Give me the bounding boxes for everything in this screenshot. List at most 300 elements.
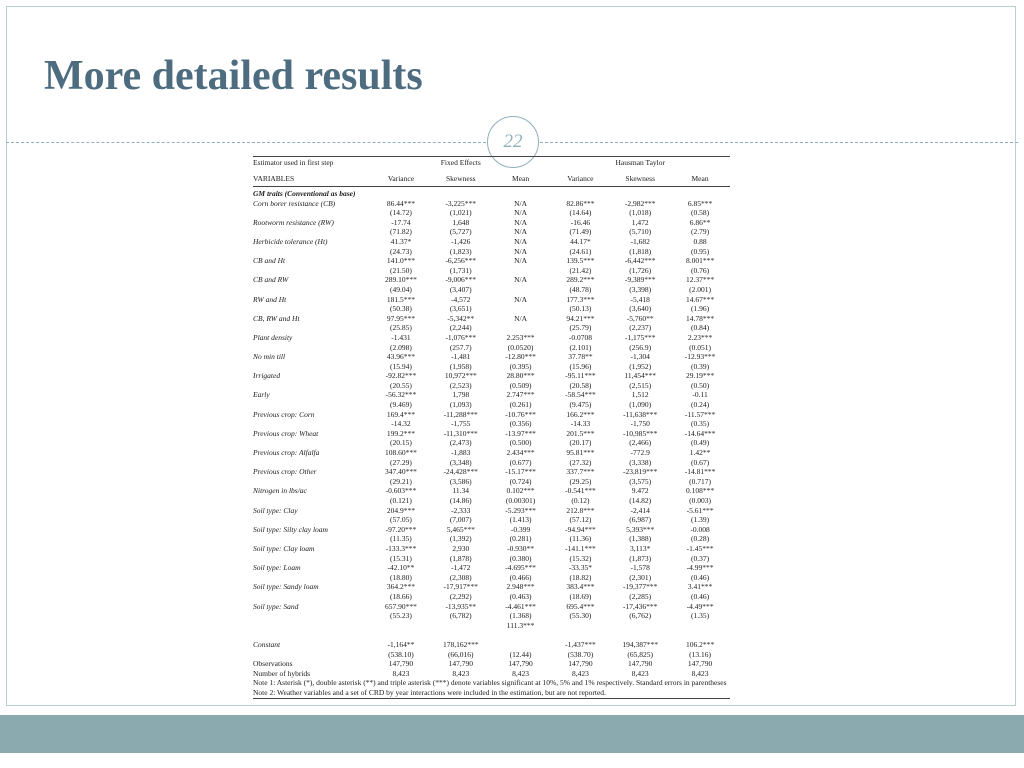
- table-cell: 2.23***: [687, 332, 713, 342]
- row-label: Soil type: Clay loam: [253, 543, 315, 553]
- table-cell: -2,982***: [624, 198, 656, 208]
- table-cell: 194,387***: [622, 639, 659, 649]
- table-cell: (2,473): [449, 438, 472, 448]
- table-cell: 11,454***: [624, 371, 657, 381]
- table-cell: (3,407): [449, 284, 472, 294]
- table-cell: -11,288***: [443, 409, 478, 419]
- table-cell: (7,007): [449, 515, 472, 525]
- table-row-se: [253, 227, 730, 237]
- section-header-row: [253, 187, 730, 199]
- table-cell: (3,640): [629, 304, 652, 314]
- table-cell: -14.33: [570, 419, 591, 429]
- footer-band: [0, 715, 1024, 753]
- table-cell: (0.0520): [507, 342, 534, 352]
- table-cell: 8,423: [452, 668, 470, 678]
- table-cell: -12.80***: [505, 352, 536, 362]
- table-row: [253, 467, 730, 477]
- slide-title: More detailed results: [44, 53, 423, 99]
- table-cell: (0.35): [691, 419, 710, 429]
- table-cell: -11,310***: [443, 428, 478, 438]
- row-label: Irrigated: [253, 371, 281, 381]
- table-row-se: [253, 343, 730, 353]
- table-cell: 166.2***: [566, 409, 595, 419]
- row-label: [253, 477, 371, 487]
- row-label: [253, 534, 371, 544]
- table-cell: 86.44***: [386, 198, 415, 208]
- table-cell: -10,985***: [623, 428, 658, 438]
- observations-row: [253, 659, 730, 669]
- table-cell: (5,710): [629, 227, 652, 237]
- table-cell: -14.64***: [684, 428, 716, 438]
- table-cell: 12.37***: [686, 275, 715, 285]
- table-row: [253, 602, 730, 612]
- table-cell: (0.717): [689, 476, 711, 486]
- table-cell: (2,466): [629, 438, 652, 448]
- table-cell: 1.42**: [689, 448, 711, 458]
- row-label: [253, 458, 371, 468]
- table-cell: 5,465***: [446, 524, 475, 534]
- table-cell: N/A: [514, 227, 528, 237]
- table-row: [253, 448, 730, 458]
- table-cell: 337.7***: [566, 467, 595, 477]
- row-label: [253, 611, 371, 621]
- row-label: [253, 343, 371, 353]
- table-cell: 147,790: [687, 659, 713, 669]
- table-cell: (2.098): [390, 342, 412, 352]
- table-row: [253, 390, 730, 400]
- row-label: Plant density: [253, 332, 293, 342]
- table-cell: (20.15): [390, 438, 412, 448]
- table-cell: [431, 621, 491, 631]
- table-cell: (0.28): [691, 534, 710, 544]
- table-cell: -4.461***: [505, 601, 536, 611]
- table-cell: 14.78***: [686, 313, 715, 323]
- table-cell: 147,790: [568, 659, 593, 669]
- table-cell: (1,823): [449, 246, 472, 256]
- table-cell: (0.50): [691, 380, 710, 390]
- table-row: [253, 410, 730, 420]
- table-cell: 169.4***: [386, 409, 415, 419]
- table-cell: 3,113*: [630, 543, 651, 553]
- note-2: Note 2: Weather variables and a set of CRD by year interactions were included in the estimation, but are not reported.: [253, 688, 730, 698]
- row-label: [253, 573, 371, 583]
- table-cell: -0.399: [510, 524, 531, 534]
- row-label: [253, 285, 371, 295]
- table-cell: (1,878): [449, 553, 472, 563]
- table-cell: 212.8***: [566, 505, 595, 515]
- row-label: Previous crop: Corn: [253, 409, 315, 419]
- table-cell: [491, 285, 551, 295]
- table-cell: (9.475): [569, 400, 592, 410]
- row-label: CB and RW: [253, 275, 289, 285]
- table-cell: (57.12): [569, 515, 592, 525]
- row-label: Number of hybrids: [253, 668, 311, 678]
- table-cell: (15.94): [390, 361, 412, 371]
- table-cell: 8,423: [512, 668, 530, 678]
- row-label: [253, 515, 371, 525]
- table-cell: 1,472: [631, 217, 649, 227]
- table-cell: 8,423: [631, 668, 649, 678]
- table-cell: (2,237): [629, 323, 652, 333]
- table-cell: (0.380): [509, 553, 532, 563]
- row-label: Soil type: Silty clay loam: [253, 524, 328, 534]
- table-cell: -1,426: [451, 236, 471, 246]
- table-cell: (18.66): [390, 591, 412, 601]
- table-cell: 181.5***: [386, 294, 415, 304]
- table-cell: (1,873): [629, 553, 652, 563]
- table-cell: 289.2***: [566, 275, 595, 285]
- table-cell: -9,389***: [624, 275, 656, 285]
- table-cell: (65,825): [627, 649, 654, 659]
- table-cell: -1,076***: [445, 332, 477, 342]
- table-cell: -17,917***: [443, 582, 478, 592]
- table-row-se: [253, 573, 730, 583]
- row-label: Soil type: Sand: [253, 601, 299, 611]
- table-cell: 3.41***: [687, 582, 713, 592]
- table-row: [253, 237, 730, 247]
- row-label: [253, 323, 371, 333]
- table-cell: (27.32): [569, 457, 592, 467]
- table-cell: (27.29): [390, 457, 412, 467]
- table-cell: (14.72): [390, 208, 412, 218]
- table-cell: 141.0***: [386, 256, 415, 266]
- table-cell: 11.34: [452, 486, 470, 496]
- table-cell: 0.88: [693, 236, 707, 246]
- table-cell: (2,301): [629, 572, 652, 582]
- table-cell: (1,021): [449, 208, 472, 218]
- table-cell: -16.46: [570, 217, 591, 227]
- table-cell: (55.23): [390, 611, 412, 621]
- table-cell: -13,935**: [445, 601, 477, 611]
- table-cell: 8,423: [691, 668, 709, 678]
- table-row: [253, 352, 730, 362]
- row-label: [253, 592, 371, 602]
- row-label: Nitrogen in lbs/ac: [253, 486, 307, 496]
- table-cell: 9.472: [631, 486, 649, 496]
- table-cell: (57.05): [390, 515, 412, 525]
- table-cell: (5,727): [449, 227, 472, 237]
- table-cell: -23,819***: [623, 467, 658, 477]
- table-cell: -0.008: [690, 524, 710, 534]
- spacer-row: [253, 630, 730, 640]
- table-cell: -5,760**: [626, 313, 654, 323]
- row-label: Observations: [253, 659, 293, 669]
- table-cell: (2.101): [569, 342, 592, 352]
- table-cell: 147,790: [628, 659, 653, 669]
- note-row: [253, 678, 730, 688]
- row-label: No min till: [253, 352, 286, 362]
- table-cell: (21.42): [569, 265, 592, 275]
- row-label: [253, 247, 371, 257]
- table-cell: 8.001***: [686, 256, 715, 266]
- table-cell: (0.49): [691, 438, 710, 448]
- table-cell: (1,388): [629, 534, 652, 544]
- constant-row: [253, 640, 730, 650]
- hybrids-row: [253, 669, 730, 679]
- table-cell: (0.76): [691, 265, 710, 275]
- table-cell: (2.001): [689, 284, 711, 294]
- table-row-se: [253, 554, 730, 564]
- table-cell: (11.36): [569, 534, 592, 544]
- table-cell: (13.16): [689, 649, 711, 659]
- table-cell: -6,442***: [624, 256, 656, 266]
- table-row-se: [253, 247, 730, 257]
- table-cell: -4.99***: [686, 563, 714, 573]
- table-cell: (3,398): [629, 284, 652, 294]
- table-row: [253, 563, 730, 573]
- row-label: [253, 208, 371, 218]
- table-cell: (21.50): [390, 265, 412, 275]
- table-cell: 695.4***: [566, 601, 595, 611]
- constant-se-row: [253, 650, 730, 660]
- table-cell: -4.695***: [505, 563, 536, 573]
- table-cell: 177.3***: [566, 294, 595, 304]
- table-cell: (20.17): [569, 438, 592, 448]
- table-cell: (49.04): [390, 284, 412, 294]
- table-cell: 108.60***: [385, 448, 417, 458]
- table-cell: (0.67): [691, 457, 710, 467]
- table-cell: (0.00301): [505, 496, 536, 505]
- table-cell: (6,782): [449, 611, 472, 621]
- table-cell: -0.930**: [507, 543, 535, 553]
- table-cell: -5,418: [630, 294, 650, 304]
- table-cell: [610, 621, 670, 631]
- table-cell: (15.32): [569, 553, 592, 563]
- row-label: Early: [253, 390, 270, 400]
- note-1: Note 1: Asterisk (*), double asterisk (**) and triple asterisk (***) denote variables significant at 10%, 5% and 1% respectively. Standard errors in parentheses: [253, 678, 727, 688]
- table-cell: -1,682: [630, 236, 650, 246]
- table-cell: 0.108***: [686, 486, 715, 496]
- table-cell: -133.3***: [385, 543, 417, 553]
- row-label: Previous crop: Other: [253, 467, 317, 477]
- table-cell: (0.39): [691, 361, 710, 371]
- table-cell: 29.19***: [686, 371, 715, 381]
- table-cell: 37.78**: [568, 352, 593, 362]
- table-cell: (1,952): [629, 361, 652, 371]
- table-cell: N/A: [514, 313, 528, 323]
- table-cell: (0.24): [691, 400, 710, 410]
- table-cell: (71.49): [569, 227, 592, 237]
- table-cell: (1,090): [629, 400, 652, 410]
- table-row-se: [253, 323, 730, 333]
- table-row: [253, 582, 730, 592]
- table-cell: 2.253***: [506, 332, 535, 342]
- table-cell: 147,790: [388, 659, 414, 669]
- row-label: [253, 419, 371, 429]
- table-cell: -2,414: [630, 505, 650, 515]
- column-header: Variance: [551, 171, 611, 187]
- table-row-se: [253, 208, 730, 218]
- table-cell: -56.32***: [385, 390, 417, 400]
- table-cell: -0.603***: [385, 486, 417, 496]
- table-row-se: [253, 438, 730, 448]
- table-cell: -33.35*: [568, 563, 592, 573]
- row-label: Rootworm resistance (RW): [253, 217, 334, 227]
- table-row: [253, 333, 730, 343]
- row-label: Previous crop: Wheat: [253, 428, 319, 438]
- table-cell: (24.73): [390, 246, 412, 256]
- extra-value-cell: 111.3***: [506, 620, 535, 630]
- table-cell: (50.13): [569, 304, 592, 314]
- table-cell: 147,790: [508, 659, 533, 669]
- table-cell: 201.5***: [566, 428, 595, 438]
- fixed-effects-header: Fixed Effects: [440, 158, 481, 167]
- table-cell: [551, 621, 611, 631]
- table-cell: (0.003): [689, 496, 711, 505]
- table-cell: (9.469): [390, 400, 412, 410]
- table-row: [253, 486, 730, 496]
- row-label: Soil type: Sandy loam: [253, 582, 319, 592]
- results-table: [253, 156, 730, 699]
- table-cell: (0.58): [691, 208, 710, 218]
- table-cell: (12.44): [509, 649, 532, 659]
- table-cell: [491, 266, 551, 276]
- table-cell: (2,523): [449, 380, 472, 390]
- table-cell: 383.4***: [566, 582, 595, 592]
- table-row-extra: [253, 621, 730, 631]
- table-cell: (24.61): [569, 246, 592, 256]
- table-cell: -9,006***: [445, 275, 477, 285]
- section-label: GM traits (Conventional as base): [253, 189, 356, 198]
- table-cell: (2,515): [629, 380, 652, 390]
- table-cell: (0.724): [509, 476, 532, 486]
- table-cell: (0.84): [691, 323, 710, 333]
- table-cell: (3,575): [629, 476, 652, 486]
- table-cell: -14.32: [391, 419, 411, 429]
- table-cell: (1.96): [691, 304, 710, 314]
- table-cell: -97.20***: [385, 524, 417, 534]
- table-cell: 147,790: [448, 659, 473, 669]
- table-cell: (2,308): [449, 572, 472, 582]
- table-row-se: [253, 400, 730, 410]
- table-cell: N/A: [514, 256, 528, 266]
- table-cell: N/A: [514, 236, 528, 246]
- table-cell: [491, 640, 551, 650]
- table-cell: (18.80): [390, 572, 412, 582]
- table-cell: -141.1***: [565, 543, 596, 553]
- table-cell: 8,423: [392, 668, 410, 678]
- table-row: [253, 199, 730, 209]
- table-cell: 94.21***: [566, 313, 595, 323]
- results-table-container: [253, 156, 730, 699]
- row-label: [253, 554, 371, 564]
- table-cell: (257.7): [449, 342, 472, 352]
- table-cell: 1,512: [631, 390, 649, 400]
- table-cell: -1,481: [451, 352, 471, 362]
- table-cell: (1.35): [691, 611, 710, 621]
- table-cell: 2.948***: [506, 582, 535, 592]
- column-header-row: [253, 171, 730, 187]
- row-label: CB and Ht: [253, 256, 286, 266]
- table-cell: 178,162***: [442, 639, 479, 649]
- table-row: [253, 314, 730, 324]
- table-cell: -6,256***: [445, 256, 477, 266]
- table-cell: -11,638***: [623, 409, 658, 419]
- row-label: RW and Ht: [253, 294, 287, 304]
- table-cell: (0.37): [691, 553, 710, 563]
- table-cell: -24,428***: [443, 467, 478, 477]
- estimator-header-row: [253, 157, 730, 172]
- table-cell: (0.509): [509, 380, 532, 390]
- row-label: [253, 496, 371, 506]
- table-cell: (1.368): [509, 611, 532, 621]
- table-cell: (1,818): [629, 246, 652, 256]
- row-label: Soil type: Clay: [253, 505, 298, 515]
- column-header: Skewness: [431, 171, 491, 187]
- table-cell: (538.10): [388, 649, 414, 659]
- table-cell: -1,472: [451, 563, 471, 573]
- table-cell: 41.37*: [390, 236, 412, 246]
- table-cell: -1,755: [451, 419, 471, 429]
- table-row: [253, 256, 730, 266]
- table-row-se: [253, 477, 730, 487]
- table-cell: -1,437***: [565, 639, 596, 649]
- table-cell: (1.413): [509, 515, 532, 525]
- table-cell: (0.500): [509, 438, 532, 448]
- table-cell: (29.25): [569, 476, 592, 486]
- row-label: Soil type: Loam: [253, 563, 301, 573]
- table-cell: (2,285): [629, 591, 652, 601]
- table-cell: 106.2***: [686, 639, 715, 649]
- row-label: [253, 438, 371, 448]
- table-cell: -19,377***: [623, 582, 658, 592]
- table-cell: (66,016): [447, 649, 474, 659]
- table-cell: 6.85***: [687, 198, 713, 208]
- table-cell: N/A: [514, 208, 528, 218]
- table-cell: 347.40***: [385, 467, 417, 477]
- table-cell: (0.46): [691, 572, 710, 582]
- table-row-se: [253, 534, 730, 544]
- table-cell: -4.49***: [686, 601, 714, 611]
- table-cell: 2.434***: [506, 448, 535, 458]
- table-cell: -1.45***: [686, 543, 714, 553]
- table-row: [253, 295, 730, 305]
- row-label: Herbicide tolerance (Ht): [253, 236, 328, 246]
- row-label: [253, 400, 371, 410]
- table-cell: -1,164**: [387, 639, 415, 649]
- row-label: [253, 227, 371, 237]
- table-cell: (538.70): [567, 649, 594, 659]
- table-cell: -2,333: [451, 505, 471, 515]
- table-cell: (15.31): [390, 553, 412, 563]
- row-label: Constant: [253, 639, 281, 649]
- title-divider-left: [6, 142, 486, 143]
- table-cell: (1,093): [449, 400, 472, 410]
- table-cell: (14.64): [569, 208, 592, 218]
- table-cell: (1,958): [449, 361, 472, 371]
- table-row-se: [253, 285, 730, 295]
- table-cell: (0.261): [509, 400, 532, 410]
- row-label: Corn borer resistance (CB): [253, 198, 336, 208]
- table-cell: 1,798: [452, 390, 470, 400]
- page-number: 22: [487, 116, 539, 168]
- column-header: Variance: [371, 171, 431, 187]
- table-cell: N/A: [514, 198, 528, 208]
- table-row: [253, 429, 730, 439]
- table-cell: (6,987): [629, 515, 652, 525]
- table-row-se: [253, 419, 730, 429]
- table-cell: N/A: [514, 294, 528, 304]
- table-cell: (71.82): [390, 227, 412, 237]
- table-cell: 204.9***: [386, 505, 415, 515]
- row-label: [253, 621, 371, 631]
- table-cell: (11.35): [390, 534, 412, 544]
- table-cell: 8,423: [571, 668, 589, 678]
- table-cell: -5.293***: [505, 505, 536, 515]
- table-cell: -95.11***: [565, 371, 596, 381]
- table-cell: (55.30): [569, 611, 592, 621]
- table-row-se: [253, 381, 730, 391]
